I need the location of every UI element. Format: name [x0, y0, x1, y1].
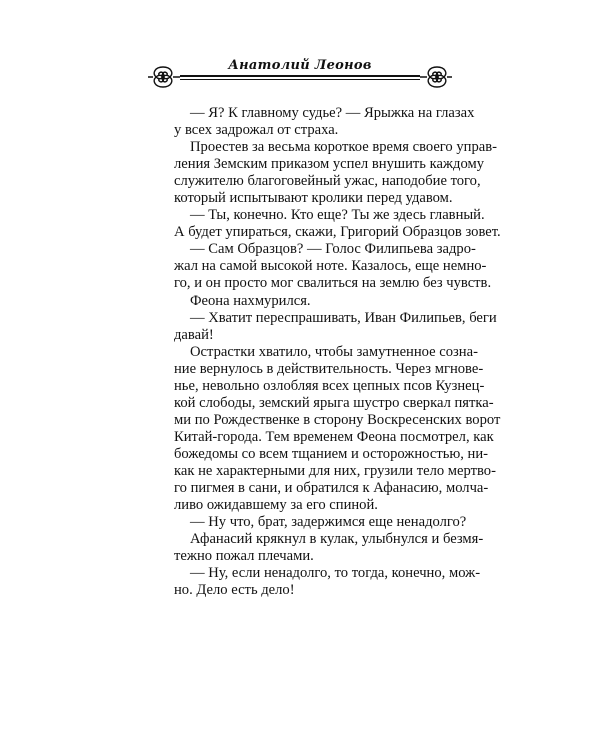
text-line: кой слободы, земский ярыга шустро сверкал пятка- [174, 394, 494, 411]
running-header [150, 55, 450, 95]
text-line: жал на самой высокой ноте. Казалось, еще немно- [174, 258, 487, 275]
text-line: Китай-города. Тем временем Феона посмотрел, как [174, 428, 494, 445]
body-text [174, 105, 501, 599]
text-line: ние вернулось в действительность. Через мгнове- [174, 360, 484, 377]
text-line: давай! [174, 326, 214, 343]
text-line: ления Земским приказом успел внушить каждому [174, 156, 484, 173]
header-rule-thin [180, 79, 420, 80]
text-line: как не характерными для них, грузили тело мертво- [174, 462, 496, 479]
right-ornament-icon [420, 63, 454, 91]
text-line: — Я? К главному судье? — Ярыжка на глазах [190, 105, 475, 121]
author-name: Анатолий Леонов [228, 58, 372, 73]
text-line: А будет упираться, скажи, Григорий Образцов зовет. [174, 224, 501, 241]
text-line: божедомы со всем тщанием и осторожностью, ни- [174, 445, 489, 462]
text-line: ми по Рождественке в сторону Воскресенских ворот [174, 411, 501, 428]
text-line: го, и он просто мог свалиться на землю без чувств. [174, 275, 492, 292]
text-line: ливо ожидавшему за его спиной. [174, 497, 378, 514]
text-line: Феона нахмурился. [190, 292, 311, 309]
text-line: тежно пожал плечами. [174, 548, 314, 565]
text-line: — Ну что, брат, задержимся еще ненадолго? [190, 514, 467, 531]
text-line: нье, невольно озлобляя всех цепных псов Кузнец- [174, 377, 485, 394]
text-line: — Хватит переспрашивать, Иван Филипьев, беги [190, 309, 497, 326]
text-line: служителю благоговейный ужас, наподобие того, [174, 173, 481, 190]
header-rule [180, 75, 420, 77]
text-line: Афанасий крякнул в кулак, улыбнулся и безмя- [190, 531, 484, 548]
text-line: но. Дело есть дело! [174, 582, 295, 599]
text-line: который испытывают кролики перед удавом. [174, 190, 453, 207]
text-line: Проестев за весьма короткое время своего управ- [190, 139, 498, 156]
text-line: го пигмея в сани, и обратился к Афанасию, молча- [174, 480, 489, 497]
text-line: — Ты, конечно. Кто еще? Ты же здесь главный. [190, 207, 485, 224]
text-line: у всех задрожал от страха. [174, 122, 339, 139]
text-line: — Сам Образцов? — Голос Филипьева задро- [190, 241, 476, 258]
text-line: Острастки хватило, чтобы замутненное созна- [190, 343, 478, 360]
text-line: — Ну, если ненадолго, то тогда, конечно, мож- [190, 565, 481, 582]
